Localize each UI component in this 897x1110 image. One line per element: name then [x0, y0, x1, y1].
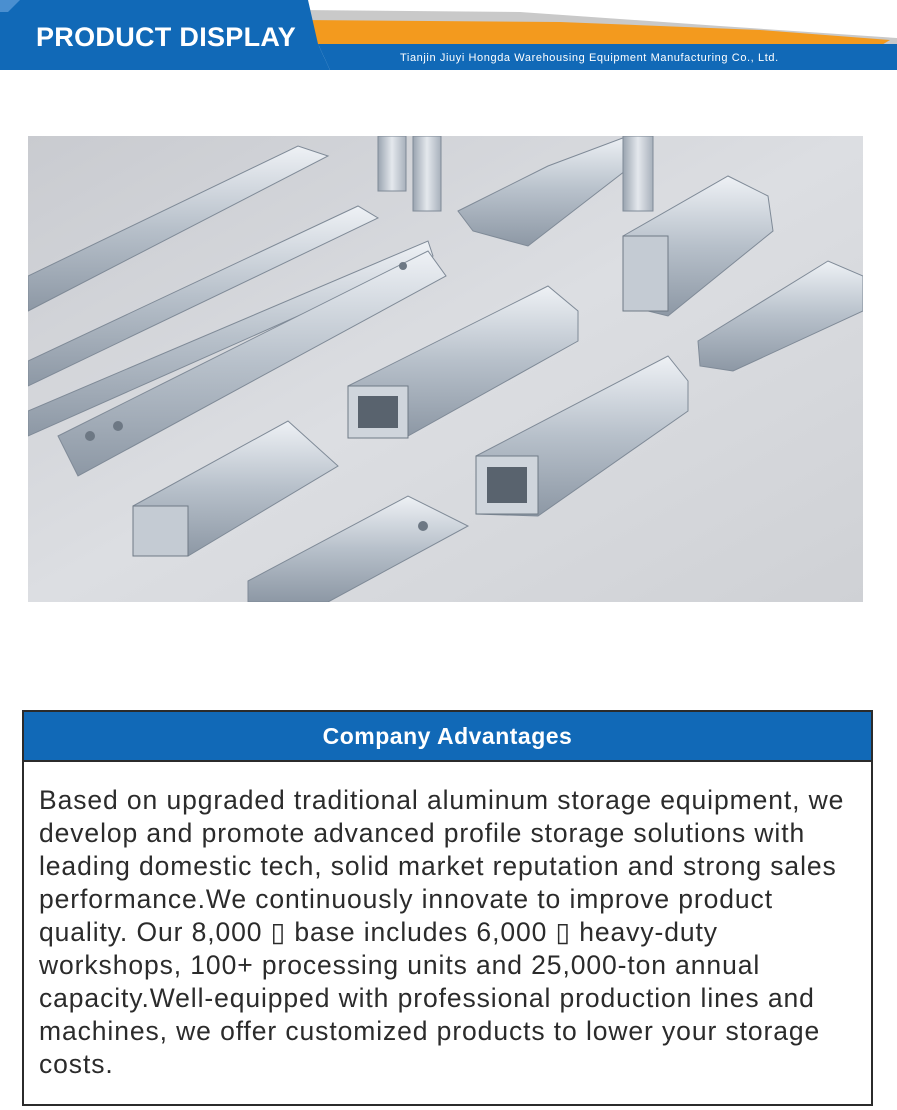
advantages-header [24, 712, 871, 762]
advantages-text: Based on upgraded traditional aluminum storage equipment, we develop and promote advanced profile storage solutions with leading domestic tech, solid market reputation and strong sales performance.We continuously innovate to improve product quality. Our 8,000 ▯ base includes 6,000 ▯ heavy-duty workshops, 100+ processing units and 25,000-ton annual capacity.Well-equipped with professional production lines and machines, we offer customized products to lower your storage costs. [39, 785, 845, 1079]
advantages-title: Company Advantages [322, 722, 573, 749]
aluminum-profiles-image [28, 136, 863, 602]
company-advantages-box [22, 710, 873, 1106]
header-banner [0, 0, 897, 72]
banner-title: PRODUCT DISPLAY [36, 22, 297, 52]
product-photo [28, 136, 863, 602]
company-name: Tianjin Jiuyi Hongda Warehousing Equipment Manufacturing Co., Ltd. [400, 52, 779, 64]
